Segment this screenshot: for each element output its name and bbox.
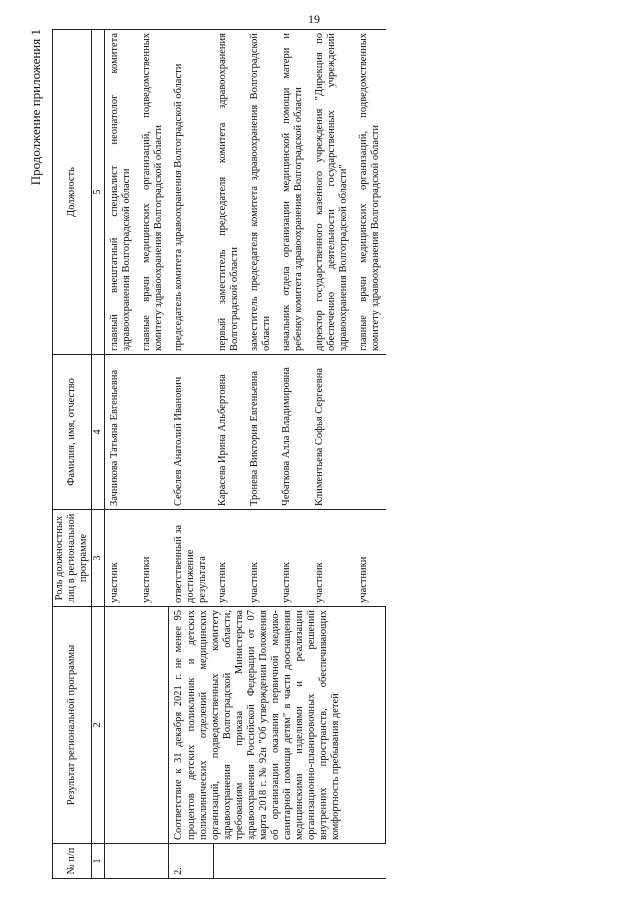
cell-num <box>213 844 245 879</box>
header-position: Должность <box>53 30 92 355</box>
cell-num <box>277 844 309 879</box>
cell-role: участник <box>310 510 354 607</box>
col-index: 2 <box>92 607 105 844</box>
column-index-row <box>92 30 105 879</box>
cell-position: председатель комитета здравоохранения Волгоградской области <box>169 30 213 355</box>
continuation-note: Продолжение приложения 1 <box>28 29 43 186</box>
cell-position: первый заместитель председателя комитета здравоохранения Волгоградской области <box>213 30 245 355</box>
header-row <box>53 30 92 879</box>
header-result: Результат региональной программы <box>53 607 92 844</box>
table-row <box>104 30 137 879</box>
cell-role: участник <box>104 510 137 607</box>
cell-result: Соответствие к 31 декабря 2021 г. не менее 95 процентов детских поликлиник и детских поликлинических отделений медицинских организаций, подведомственных комитету здравоохранения Волгоградской области, требованиям приказа Министерства здравоохранения Российской Федерации от 07 марта 2018 г. № 92н "Об утверждении Положения об организации оказания первичной медико-санитарной помощи детям" в части дооснащения медицинскими изделиями и реализации организационно-планировочных решений внутренних пространств, обеспечивающих комфортность пребывания детей <box>169 607 386 844</box>
cell-position: главные врачи медицинских организаций, подведомственных комитету здравоохранения Волгоградской области <box>137 30 169 355</box>
cell-name: Чебаткова Алла Владимировна <box>277 355 309 510</box>
header-role: Роль должностных лиц в региональной программе <box>53 510 92 607</box>
table-row <box>137 30 169 879</box>
responsibility-table <box>52 29 386 879</box>
cell-name <box>354 355 386 510</box>
col-index: 4 <box>92 355 105 510</box>
rotated-page-content <box>28 29 588 879</box>
col-index: 5 <box>92 30 105 355</box>
cell-num <box>137 844 169 879</box>
cell-name <box>137 355 169 510</box>
cell-position: главный внештатный специалист неонатолог комитета здравоохранения Волгоградской области <box>104 30 137 355</box>
cell-position: заместитель председателя комитета здравоохранения Волгоградской области <box>245 30 277 355</box>
cell-position: начальник отдела организации медицинской помощи матери и ребенку комитета здравоохранения Волгоградской области <box>277 30 309 355</box>
cell-name: Климентьева Софья Сергеевна <box>310 355 354 510</box>
cell-role: участник <box>277 510 309 607</box>
cell-num <box>245 844 277 879</box>
cell-num <box>104 844 137 879</box>
cell-role: участники <box>137 510 169 607</box>
col-index: 1 <box>92 844 105 879</box>
cell-name: Себелев Анатолий Иванович <box>169 355 213 510</box>
cell-name: Зачникова Татьяна Евгеньевна <box>104 355 137 510</box>
cell-num <box>310 844 354 879</box>
cell-name: Тронева Виктория Евгеньевна <box>245 355 277 510</box>
cell-role: участник <box>213 510 245 607</box>
cell-num <box>354 844 386 879</box>
cell-role: участники <box>354 510 386 607</box>
cell-num: 2. <box>169 844 213 879</box>
cell-role: участник <box>245 510 277 607</box>
page-number: 19 <box>308 12 320 26</box>
header-num: № п/п <box>53 844 92 879</box>
cell-position: директор государственного казенного учреждения "Дирекция по обеспечению деятельности государственных учреждений здравоохранения Волгоградской области" <box>310 30 354 355</box>
col-index: 3 <box>92 510 105 607</box>
cell-name: Карасева Ирина Альбертовна <box>213 355 245 510</box>
header-name: Фамилия, имя, отчество <box>53 355 92 510</box>
table-row <box>169 30 213 879</box>
cell-role: ответственный за достижение результата <box>169 510 213 607</box>
cell-result <box>137 607 169 844</box>
cell-result <box>104 607 137 844</box>
cell-position: главные врачи медицинских организаций, подведомственных комитету здравоохранения Волгоградской области <box>354 30 386 355</box>
